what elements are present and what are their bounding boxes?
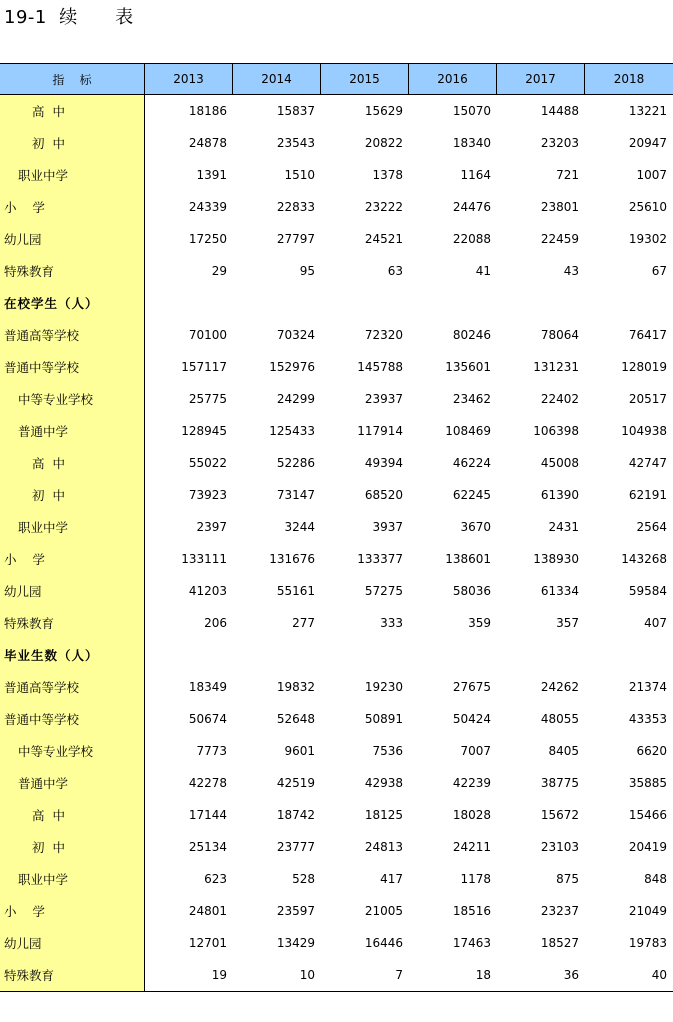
row-value: 18186 (188, 104, 227, 118)
row-label: 幼儿园 (0, 223, 145, 255)
row-label: 初 中 (0, 831, 145, 863)
table-row (0, 351, 673, 383)
row-label: 小 学 (0, 895, 145, 927)
row-value: 277 (292, 616, 315, 630)
row-label: 特殊教育 (0, 607, 145, 639)
row-label: 普通中学 (0, 767, 145, 799)
row-value: 22088 (452, 232, 491, 246)
row-value (585, 287, 673, 319)
row-value: 12701 (188, 936, 227, 950)
row-value: 22459 (540, 232, 579, 246)
row-value: 24813 (364, 840, 403, 854)
row-value: 41 (475, 264, 491, 278)
row-value: 18742 (276, 808, 315, 822)
row-value: 78064 (540, 328, 579, 342)
row-value: 3670 (460, 520, 491, 534)
row-value: 1391 (196, 168, 227, 182)
row-value: 117914 (357, 424, 403, 438)
row-value (321, 639, 409, 671)
table-row (0, 863, 673, 895)
row-value: 35885 (628, 776, 667, 790)
row-value: 128019 (621, 360, 667, 374)
row-value: 333 (380, 616, 403, 630)
row-value: 27675 (452, 680, 491, 694)
row-value: 528 (292, 872, 315, 886)
table-bottom-rule (0, 991, 673, 992)
row-value: 36 (563, 968, 579, 982)
table-row (0, 383, 673, 415)
row-value: 62245 (452, 488, 491, 502)
header-year: 2015 (321, 64, 409, 94)
row-label: 职业中学 (0, 863, 145, 895)
table-row (0, 127, 673, 159)
table-row (0, 895, 673, 927)
row-label: 毕业生数（人） (0, 639, 145, 671)
table-row (0, 479, 673, 511)
row-label: 小 学 (0, 543, 145, 575)
row-value: 106398 (533, 424, 579, 438)
row-value: 42519 (276, 776, 315, 790)
row-value: 15070 (452, 104, 491, 118)
row-value: 52286 (276, 456, 315, 470)
row-value: 24339 (188, 200, 227, 214)
row-label: 特殊教育 (0, 959, 145, 991)
row-value: 23777 (276, 840, 315, 854)
row-value: 15672 (540, 808, 579, 822)
row-value: 70100 (188, 328, 227, 342)
row-value: 1178 (460, 872, 491, 886)
row-value: 59584 (628, 584, 667, 598)
row-value: 42938 (364, 776, 403, 790)
row-label: 幼儿园 (0, 575, 145, 607)
header-year: 2013 (145, 64, 233, 94)
row-value: 138930 (533, 552, 579, 566)
row-label: 高 中 (0, 799, 145, 831)
table-row (0, 287, 673, 319)
row-value: 73147 (276, 488, 315, 502)
row-value: 57275 (364, 584, 403, 598)
row-value: 24211 (452, 840, 491, 854)
row-value: 623 (204, 872, 227, 886)
row-value: 23203 (540, 136, 579, 150)
row-value: 2564 (636, 520, 667, 534)
row-value: 9601 (284, 744, 315, 758)
row-value: 16446 (364, 936, 403, 950)
row-value: 15837 (276, 104, 315, 118)
row-value (145, 639, 233, 671)
row-value: 23103 (540, 840, 579, 854)
row-label: 中等专业学校 (0, 735, 145, 767)
row-value (497, 287, 585, 319)
table-row (0, 927, 673, 959)
header-year: 2017 (497, 64, 585, 94)
row-value: 70324 (276, 328, 315, 342)
page-title: 19-1 续 表 (4, 7, 134, 28)
table-row (0, 447, 673, 479)
row-value: 15629 (364, 104, 403, 118)
row-value: 10 (299, 968, 315, 982)
row-value: 67 (651, 264, 667, 278)
row-value: 17144 (188, 808, 227, 822)
row-value: 138601 (445, 552, 491, 566)
row-value: 14488 (540, 104, 579, 118)
row-value: 42239 (452, 776, 491, 790)
header-year: 2018 (613, 72, 645, 86)
row-value: 55022 (188, 456, 227, 470)
row-value: 29 (211, 264, 227, 278)
row-value: 152976 (269, 360, 315, 374)
row-value: 21005 (364, 904, 403, 918)
row-value: 22402 (540, 392, 579, 406)
row-value: 80246 (452, 328, 491, 342)
row-value: 1378 (372, 168, 403, 182)
row-value: 18125 (364, 808, 403, 822)
row-value: 95 (299, 264, 315, 278)
row-label: 职业中学 (0, 511, 145, 543)
row-value: 20517 (628, 392, 667, 406)
row-value: 25134 (188, 840, 227, 854)
row-value (233, 639, 321, 671)
row-value: 18028 (452, 808, 491, 822)
row-value: 72320 (364, 328, 403, 342)
table-row (0, 415, 673, 447)
row-value: 50674 (188, 712, 227, 726)
row-value (497, 639, 585, 671)
row-value: 49394 (364, 456, 403, 470)
row-value: 8405 (548, 744, 579, 758)
row-value: 7 (395, 968, 403, 982)
row-value: 45008 (540, 456, 579, 470)
row-value: 21049 (628, 904, 667, 918)
row-value: 24299 (276, 392, 315, 406)
row-value: 206 (204, 616, 227, 630)
table-row (0, 543, 673, 575)
row-value: 128945 (181, 424, 227, 438)
row-label: 普通中等学校 (0, 703, 145, 735)
row-value: 73923 (188, 488, 227, 502)
row-value: 48055 (540, 712, 579, 726)
row-value: 2431 (548, 520, 579, 534)
row-label: 普通中等学校 (0, 351, 145, 383)
row-value: 55161 (276, 584, 315, 598)
row-value: 23937 (364, 392, 403, 406)
row-value: 23543 (276, 136, 315, 150)
data-table (0, 63, 673, 991)
row-value: 135601 (445, 360, 491, 374)
table-row (0, 671, 673, 703)
table-row (0, 959, 673, 991)
row-label: 普通中学 (0, 415, 145, 447)
row-value: 7536 (372, 744, 403, 758)
row-value: 359 (468, 616, 491, 630)
row-value: 25775 (188, 392, 227, 406)
row-value: 143268 (621, 552, 667, 566)
table-header (0, 63, 673, 95)
row-value: 22833 (276, 200, 315, 214)
row-value: 6620 (636, 744, 667, 758)
row-value (321, 287, 409, 319)
row-label: 在校学生（人） (0, 287, 145, 319)
row-value: 721 (556, 168, 579, 182)
row-value: 3937 (372, 520, 403, 534)
row-value: 18349 (188, 680, 227, 694)
row-value: 18527 (540, 936, 579, 950)
row-value: 15466 (628, 808, 667, 822)
row-value: 18340 (452, 136, 491, 150)
row-value: 875 (556, 872, 579, 886)
row-value: 23462 (452, 392, 491, 406)
row-value: 145788 (357, 360, 403, 374)
row-value: 1164 (460, 168, 491, 182)
row-value: 1510 (284, 168, 315, 182)
row-value: 19230 (364, 680, 403, 694)
row-value: 40 (651, 968, 667, 982)
row-label: 特殊教育 (0, 255, 145, 287)
row-value: 108469 (445, 424, 491, 438)
row-value: 23222 (364, 200, 403, 214)
table-row (0, 255, 673, 287)
row-value: 25610 (628, 200, 667, 214)
row-value: 7773 (196, 744, 227, 758)
row-value: 19302 (628, 232, 667, 246)
row-value: 63 (387, 264, 403, 278)
row-value: 61390 (540, 488, 579, 502)
row-value: 61334 (540, 584, 579, 598)
table-row (0, 319, 673, 351)
row-value: 62191 (628, 488, 667, 502)
row-value: 58036 (452, 584, 491, 598)
row-value: 848 (644, 872, 667, 886)
row-label: 普通高等学校 (0, 671, 145, 703)
row-value: 131676 (269, 552, 315, 566)
table-row (0, 191, 673, 223)
row-value: 20419 (628, 840, 667, 854)
row-value: 52648 (276, 712, 315, 726)
table-row (0, 735, 673, 767)
table-row (0, 831, 673, 863)
row-value: 23597 (276, 904, 315, 918)
row-value: 46224 (452, 456, 491, 470)
row-value: 17250 (188, 232, 227, 246)
table-row (0, 95, 673, 127)
row-value: 24262 (540, 680, 579, 694)
row-value: 42747 (628, 456, 667, 470)
row-label: 初 中 (0, 479, 145, 511)
header-year: 2016 (409, 64, 497, 94)
row-value (233, 287, 321, 319)
row-value: 133111 (181, 552, 227, 566)
row-label: 职业中学 (0, 159, 145, 191)
table-row (0, 575, 673, 607)
row-value: 24476 (452, 200, 491, 214)
row-value: 133377 (357, 552, 403, 566)
row-value: 24801 (188, 904, 227, 918)
row-label: 普通高等学校 (0, 319, 145, 351)
row-value: 23801 (540, 200, 579, 214)
table-row (0, 223, 673, 255)
row-value: 131231 (533, 360, 579, 374)
row-value (585, 639, 673, 671)
row-value: 357 (556, 616, 579, 630)
row-value: 13221 (628, 104, 667, 118)
row-value: 24521 (364, 232, 403, 246)
row-value: 43353 (628, 712, 667, 726)
table-row (0, 159, 673, 191)
header-year: 2014 (233, 64, 321, 94)
row-value: 18516 (452, 904, 491, 918)
row-value (409, 287, 497, 319)
row-value: 3244 (284, 520, 315, 534)
row-value: 68520 (364, 488, 403, 502)
table-row (0, 607, 673, 639)
row-value (409, 639, 497, 671)
row-value: 7007 (460, 744, 491, 758)
row-value: 41203 (188, 584, 227, 598)
row-label: 中等专业学校 (0, 383, 145, 415)
row-value: 20822 (364, 136, 403, 150)
table-body (0, 95, 673, 991)
row-value: 13429 (276, 936, 315, 950)
row-value: 19783 (628, 936, 667, 950)
row-label: 幼儿园 (0, 927, 145, 959)
row-value: 38775 (540, 776, 579, 790)
row-value: 407 (644, 616, 667, 630)
row-label: 高 中 (0, 447, 145, 479)
row-value: 42278 (188, 776, 227, 790)
row-value: 1007 (636, 168, 667, 182)
header-indicator: 指 标 (0, 64, 145, 94)
row-value: 19 (211, 968, 227, 982)
row-label: 高 中 (0, 95, 145, 127)
row-value: 417 (380, 872, 403, 886)
row-value: 23237 (540, 904, 579, 918)
row-value: 2397 (196, 520, 227, 534)
table-row (0, 767, 673, 799)
row-value: 24878 (188, 136, 227, 150)
row-label: 初 中 (0, 127, 145, 159)
row-value: 50891 (364, 712, 403, 726)
row-value: 104938 (621, 424, 667, 438)
table-row (0, 703, 673, 735)
table-row (0, 511, 673, 543)
row-value: 50424 (452, 712, 491, 726)
row-value: 19832 (276, 680, 315, 694)
row-value: 125433 (269, 424, 315, 438)
row-value: 76417 (628, 328, 667, 342)
table-row (0, 639, 673, 671)
row-value: 43 (563, 264, 579, 278)
row-value (145, 287, 233, 319)
row-value: 17463 (452, 936, 491, 950)
row-value: 21374 (628, 680, 667, 694)
row-label: 小 学 (0, 191, 145, 223)
table-row (0, 799, 673, 831)
row-value: 157117 (181, 360, 227, 374)
row-value: 27797 (276, 232, 315, 246)
row-value: 20947 (628, 136, 667, 150)
row-value: 18 (475, 968, 491, 982)
